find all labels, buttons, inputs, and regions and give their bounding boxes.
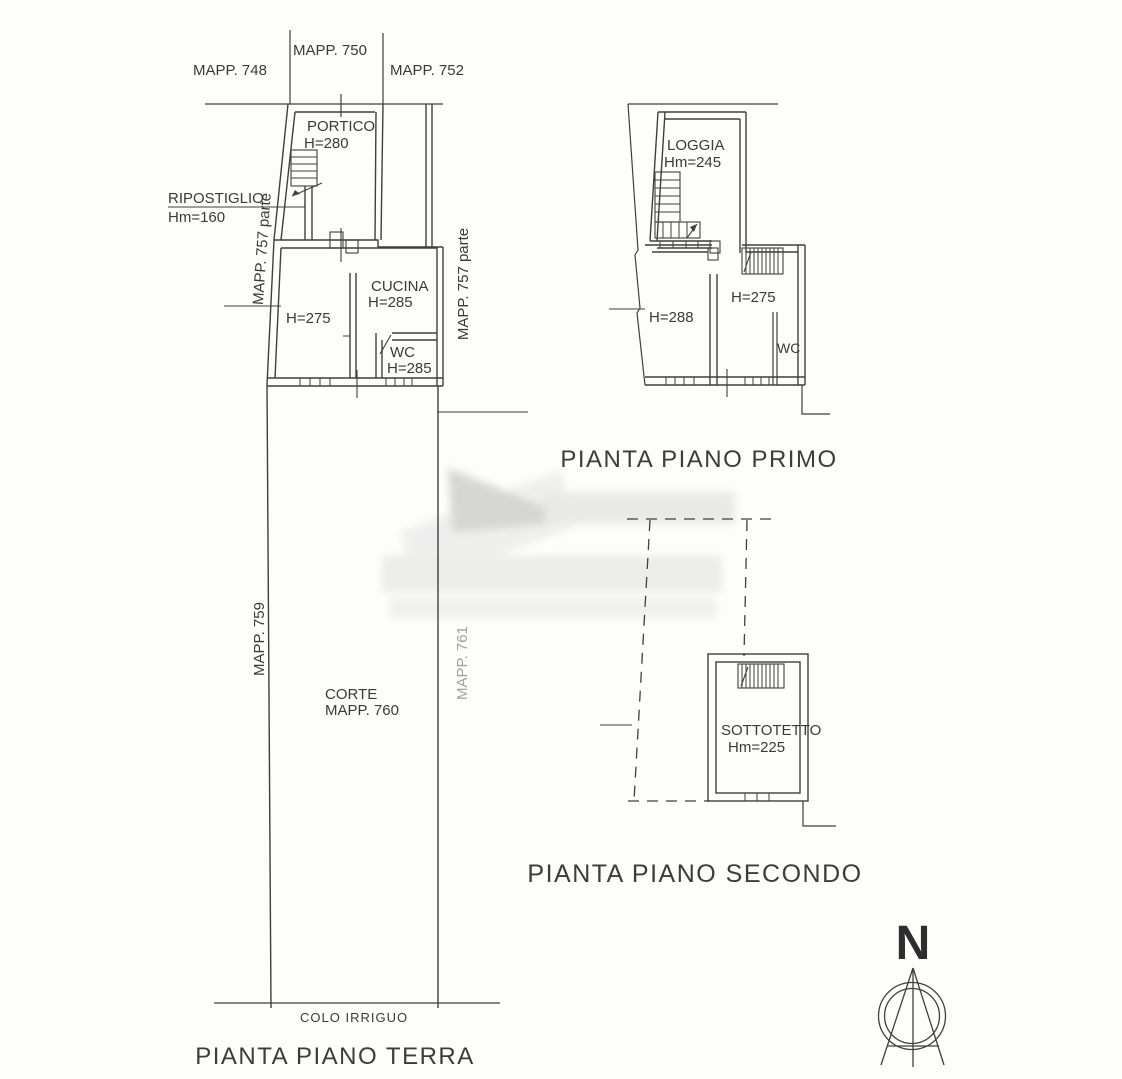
title-second-floor: PIANTA PIANO SECONDO [527, 860, 863, 888]
room-height-cucina: H=285 [368, 294, 413, 311]
label-colo-irriguo: COLO IRRIGUO [300, 1010, 409, 1025]
parcel-label-748: MAPP. 748 [193, 62, 267, 79]
parcel-label-750: MAPP. 750 [293, 42, 367, 59]
room-height-sottotetto: Hm=225 [728, 739, 786, 756]
parcel-label-760: MAPP. 760 [325, 702, 399, 719]
title-first-floor: PIANTA PIANO PRIMO [560, 446, 838, 473]
north-label: N [895, 917, 931, 970]
room-label-sottotetto: SOTTOTETTO [721, 722, 822, 739]
room-label-wc-ground: WC [390, 344, 415, 361]
room-label-loggia: LOGGIA [667, 137, 725, 154]
parcel-label-757-left: MAPP. 757 parte [249, 192, 275, 306]
parcel-label-757-right: MAPP. 757 parte [454, 227, 472, 341]
parcel-label-752: MAPP. 752 [390, 62, 464, 79]
room-height-ripostiglio: Hm=160 [168, 209, 226, 226]
room-height-loggia: Hm=245 [664, 154, 722, 171]
room-label-corte: CORTE [325, 686, 378, 703]
parcel-label-759: MAPP. 759 [250, 602, 268, 676]
north-compass-icon [879, 968, 946, 1067]
room-label-portico: PORTICO [307, 118, 376, 135]
room-label-ripostiglio: RIPOSTIGLIO [168, 190, 264, 207]
watermark [382, 468, 735, 618]
room-label-cucina: CUCINA [371, 278, 429, 295]
room-label-wc-first: WC [777, 340, 801, 356]
room-height-wc-ground: H=285 [387, 360, 432, 377]
room-height-first-left: H=288 [649, 309, 694, 326]
room-height-left-room: H=275 [286, 310, 331, 327]
room-height-first-right: H=275 [731, 289, 776, 306]
parcel-label-761: MAPP. 761 [453, 626, 471, 700]
title-ground-floor: PIANTA PIANO TERRA [195, 1043, 475, 1070]
room-height-portico: H=280 [304, 135, 349, 152]
